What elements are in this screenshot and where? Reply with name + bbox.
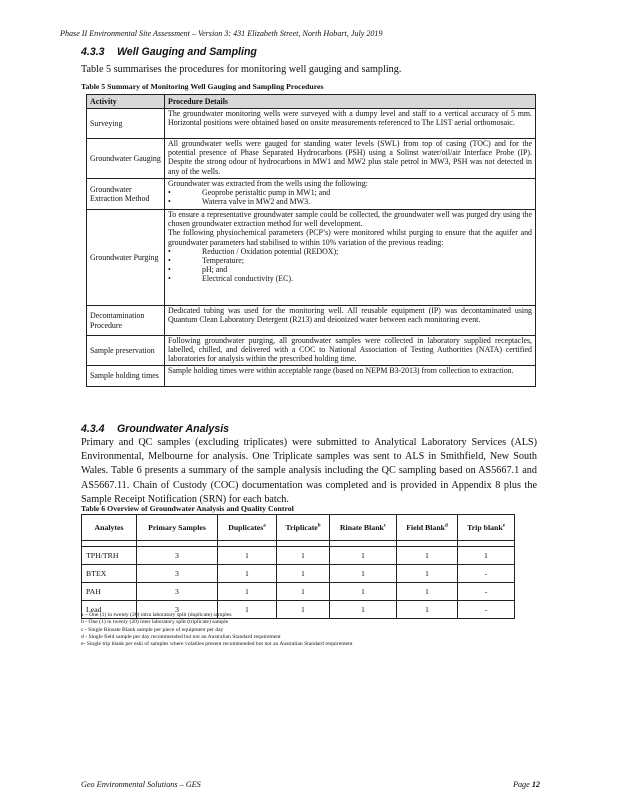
table-6-caption: Table 6 Overview of Groundwater Analysis and Quality Control [81,504,294,513]
footnote: e- Single trip blank per eski of samples where volatiles present recommended but not an Australian Standard requirement [81,641,353,648]
activity-cell: Sample preservation [87,336,165,366]
col-header: Primary Samples [137,515,218,541]
procedure-cell [165,179,536,210]
section-title: Well Gauging and Sampling [117,46,257,58]
page-number: 12 [531,780,540,789]
col-header: Field Blank$^d$ [397,515,458,541]
table-row: Lead 3 1 1 1 1 - [82,601,515,619]
analysis-paragraph: Primary and QC samples (excluding triplicates) were submitted to Analytical Laboratory Services (ALS) Environmental, Melbourne for analysis. One Triplicate samples was sent to ALS in Smithfield, New South Wales. Table 6 presents a summary of the sample analysis including the QC sampling based on AS5667.1 and AS5667.11. Chain of Custody (COC) documentation was completed and is provided in Appendix 8 plus the Sample Receipt Notification (SRN) for each batch. [81,437,537,505]
bullet-glyph: • [168,265,171,275]
table-header-row [87,95,536,109]
table-row [87,210,536,306]
table-row [87,366,536,387]
footnote: b - One (1) in twenty (20) inter laboratory split (triplicate) sample [81,619,229,626]
table-5 [86,94,536,387]
procedure-cell: Dedicated tubing was used for the monitoring well. All reusable equipment (IP) was decontaminated using Quantum Clean Laboratory Detergent (R213) and deionized water between each monitoring event. [165,306,536,336]
table-6-footnotes [81,612,352,648]
table-row [87,306,536,336]
procedure-cell: Following groundwater purging, all groundwater samples were collected in laboratory supplied receptacles, labelled, chilled, and delivered with a COC to National Association of Testing Authorities (NATA) certified laboratories for analysis within the prescribed holding time. [165,336,536,366]
bullet-item: • Temperature; [168,256,244,266]
table-row [87,336,536,366]
procedure-intro: Groundwater was extracted from the wells using the following: [168,179,368,188]
table-6 [81,514,515,619]
footer-page: Page 12 [512,780,540,789]
procedure-cell: All groundwater wells were gauged for standing water levels (SWL) from top of casing (TOC) and for the potential presence of Phase Separated Hydrocarbons (PSH) using a Solinst water/oil/air Interface Probe (IP). Despite the strong odour of hydrocarbons in MW1 and MW2 plus stale petrol in MW3, PSH was not detected in any of the wells. [165,139,536,179]
bullet-glyph: • [168,246,171,256]
footnote: a – One (1) in twenty (20) intra laboratory split (duplicate) samples [81,612,232,618]
procedure-cell: Sample holding times were within acceptable range (based on NEPM B3-2013) from collection to extraction. [165,366,536,387]
section-heading-4-3-3 [81,46,257,58]
col-header: Trip blank$^e$ [458,515,515,541]
table-row: PAH 3 1 1 1 1 - [82,583,515,601]
bullet-item: • Waterra valve in MW2 and MW3. [168,197,311,207]
footer-company: Geo Environmental Solutions – GES [81,780,201,789]
activity-cell: Sample holding times [87,366,165,387]
running-header: Phase II Environmental Site Assessment – Version 3: 431 Elizabeth Street, North Hobart, July 2019 [60,29,383,38]
procedure-cell: The groundwater monitoring wells were surveyed with a dumpy level and staff to a vertical accuracy of 5 mm. Horizontal positions were obtained based on onsite measurements referenced to The LIST aerial orthomosaic. [165,109,536,139]
table-row: BTEX 3 1 1 1 1 - [82,565,515,583]
bullet-glyph: • [168,197,171,207]
bullet-item: • Electrical conductivity (EC). [168,274,293,284]
section-heading-4-3-4 [81,423,229,435]
activity-cell: Groundwater Gauging [87,139,165,179]
table-row: TPH/TRH 3 1 1 1 1 1 [82,547,515,565]
col-header: Analytes [82,515,137,541]
table-row [87,179,536,210]
section-number: 4.3.3 [81,46,105,58]
table-header-row [82,515,515,541]
col-header-procedure: Procedure Details [165,95,536,109]
activity-cell: Surveying [87,109,165,139]
col-header-activity: Activity [87,95,165,109]
col-header: Rinate Blank$^c$ [330,515,397,541]
col-header: Triplicate$^b$ [277,515,330,541]
footnote: c - Single Rinsate Blank sample per piece of equipment per day [81,626,224,633]
activity-cell: Groundwater Extraction Method [87,179,165,210]
procedure-cell [165,210,536,306]
bullet-glyph: • [168,188,171,198]
bullet-glyph: • [168,274,171,284]
col-header: Duplicates$^a$ [218,515,277,541]
bullet-item: • pH; and [168,265,228,275]
section-title: Groundwater Analysis [117,423,230,435]
table-row [87,139,536,179]
procedure-paragraph: To ensure a representative groundwater sample could be collected, the groundwater well was purged dry using the chosen groundwater extraction method for well development. [168,210,532,229]
activity-cell: Groundwater Purging [87,210,165,306]
bullet-item: • Geoprobe peristaltic pump in MW1; and [168,188,331,198]
table-5-caption: Table 5 Summary of Monitoring Well Gauging and Sampling Procedures [81,82,324,91]
footnote: d - Single field sample per day recommended but not an Australian Standard requirement [81,633,281,640]
activity-cell: Decontamination Procedure [87,306,165,336]
table-row [87,109,536,139]
bullet-glyph: • [168,256,171,266]
section-number: 4.3.4 [81,423,105,435]
section-intro: Table 5 summarises the procedures for monitoring well gauging and sampling. [81,64,402,75]
bullet-item: • Reduction / Oxidation potential (REDOX); [168,246,339,256]
procedure-paragraph: The following physiochemical parameters (PCP’s) were monitored whilst purging to ensure that the aquifer and groundwater parameters had stabilised to within 10% variation of the previous reading: [168,228,532,247]
